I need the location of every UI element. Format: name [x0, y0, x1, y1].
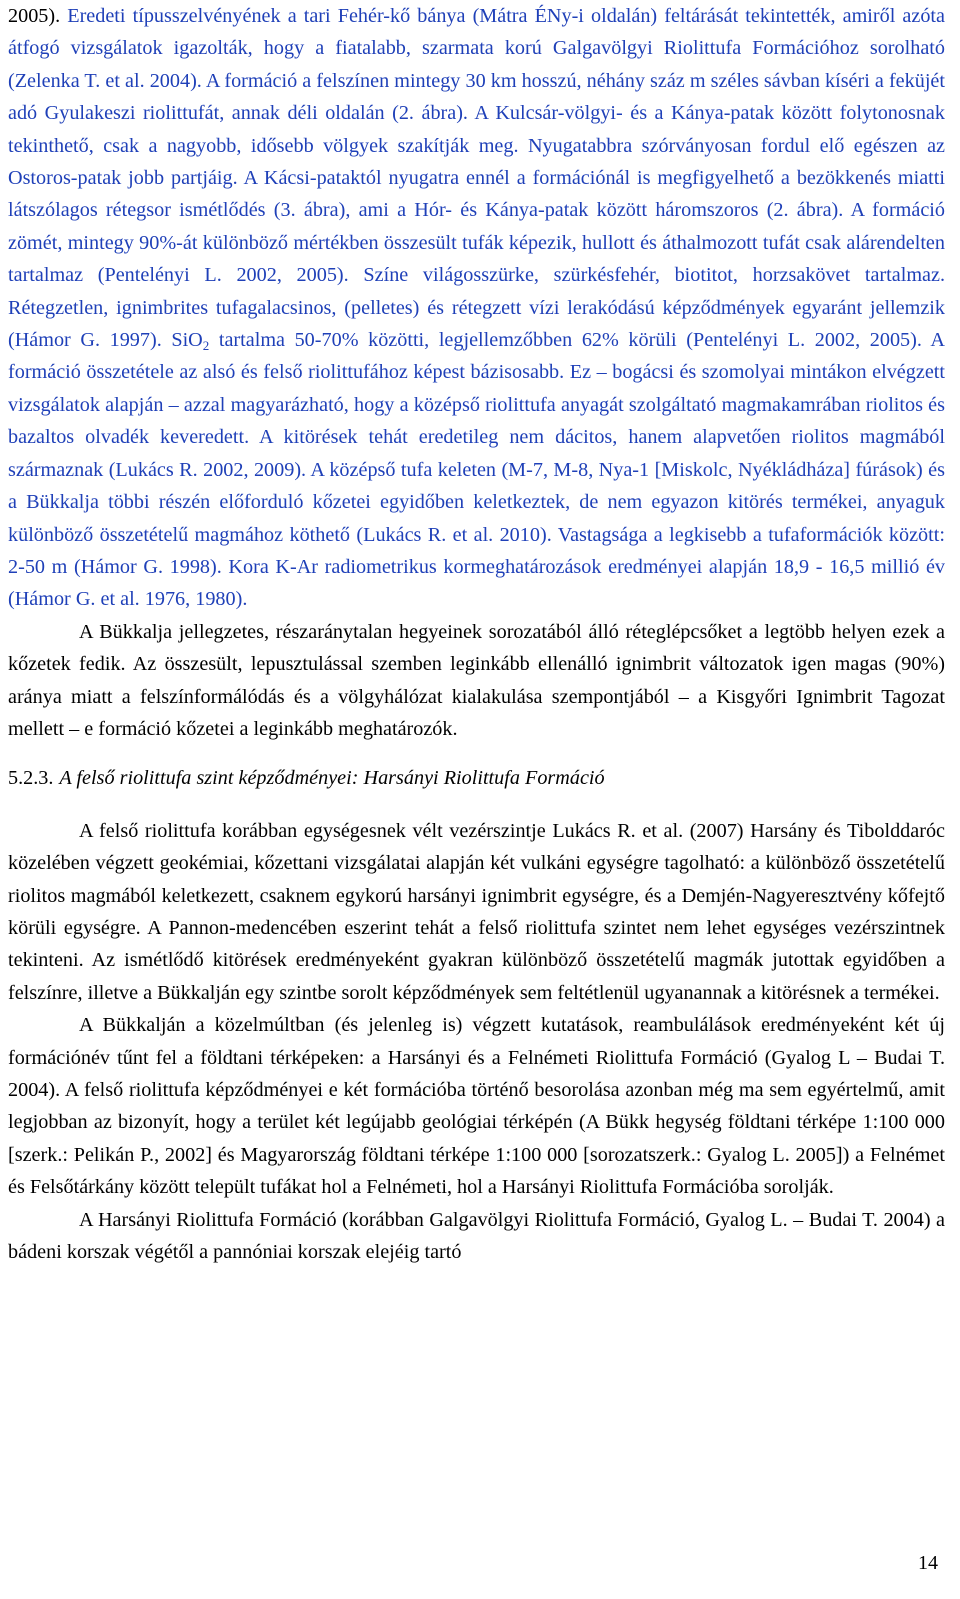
paragraph-5: A Harsányi Riolittufa Formáció (korábban Galgavölgyi Riolittufa Formáció, Gyalog L. – Budai T. 2004) a bádeni korszak végétől a pannóniai korszak elejéig tartó — [8, 1208, 945, 1264]
text-segment: Eredeti típusszelvényének a tari Fehér-kő bánya (Mátra ÉNy-i oldalán) feltárását tekintették, amiről azóta átfogó vizsgálatok igazolták, hogy a fiatalabb, szarmata korú Galgavölgyi Riolittufa Formációhoz sorolható (Zelenka T. et al. 2004). — [8, 5, 945, 92]
subscript: 2 — [202, 338, 210, 354]
text-segment: Színe világosszürke, szürkésfehér, biotitot, horzsakövet tartalmaz. — [348, 264, 946, 287]
paragraph-2: A Bükkalja jellegzetes, részaránytalan hegyeinek sorozatából álló réteglépcsőket a legtöbb helyen ezek a kőzetek fedik. Az összesült, lepusztulással szemben leginkább ellenálló ignimbrit változatok igen magas (90%) aránya miatt a felszínformálódás és a völgyhálózat kialakulása szempontjából – a Kisgyőri Ignimbrit Tagozat mellett – e formáció kőzetei a leginkább meghatározók. — [8, 620, 945, 740]
text-segment: tartalma 50-70% közötti, legjellemzőbben 62% körüli (Pentelényi L. 2002, 2005). — [209, 329, 922, 352]
paragraph-1 — [8, 0, 945, 616]
paragraph-3: A felső riolittufa korábban egységesnek vélt vezérszintje Lukács R. et al. (2007) Harsány és Tibolddaróc közelében végzett geokémiai, kőzettani vizsgálatai alapján két vulkáni egységre tagolható: a különböző összetételű riolitos magmából keletkezett, csaknem egykorú harsányi ignimbrit egységre, és a Demjén-Nagyeresztvény kőfejtő körüli egységre. A Pannon-medencében eszerint tehát a felső riolittufa szintet nem lehet egységes vezérszintnek tekinteni. Az ismétlődő kitörések eredményeként gyakran különböző összetételű magmák jutottak egyidőben a felszínre, illetve a Bükkalján egy szintbe sorolt képződmények sem feltétlenül ugyanannak a kitörésnek a termékei. — [8, 819, 945, 1004]
text-segment: SiO — [161, 329, 203, 352]
section-number: 5.2.3. — [8, 767, 54, 790]
text-segment: A Kulcsár-völgyi- és a Kánya-patak között folytonosnak tekinthető, csak a nagyobb, idősebb völgyek szakítják meg. Nyugatabbra szórványosan fordul elő egészen az Ostoros-patak jobb partjáig. — [8, 102, 945, 190]
paragraph-4: A Bükkalján a közelmúltban (és jelenleg is) végzett kutatások, reambulálások eredményeként két új formációnév tűnt fel a földtani térképeken: a Harsányi és a Felnémeti Riolittufa Formáció (Gyalog L – Budai T. 2004). A felső riolittufa képződményei e két formációba történő besorolása azonban még ma sem egyértelmű, amit legjobban az bizonyít, hogy a terület két legújabb geológiai térképén (A Bükk hegység földtani térképe 1:100 000 [szerk.: Pelikán P., 2002] és Magyarország földtani térképe 1:100 000 [sorozatszerk.: Gyalog L. 2005]) a Felnémet és Felsőtárkány között települt tufákat hol a Felnémeti, hol a Harsányi Riolittufa Formációba sorolják. — [8, 1014, 945, 1199]
text-segment: A formáció zömét, mintegy 90%-át különböző mértékben összesült tufák képezik, hullott és áthalmozott tufát csak alárendelten tartalmaz (Pentelényi L. 2002, 2005). — [8, 199, 946, 287]
text-segment: 2005). — [8, 5, 68, 27]
text-segment: A formáció a felszínen mintegy 30 km hosszú, néhány száz m széles sávban kíséri a feküjét adó Gyulakeszi riolittufát, annak déli oldalán (2. ábra). — [8, 69, 945, 125]
page-number: 14 — [918, 1552, 938, 1574]
section-title: A felső riolittufa szint képződményei: Harsányi Riolittufa Formáció — [59, 767, 605, 790]
text-segment: A formáció összetétele az alsó és felső riolittufához képest bázisosabb. — [8, 329, 945, 384]
text-segment: A kitörések tehát eredetileg nem dácitos, hanem alapvetően riolitos magmából származnak (Lukács R. 2002, 2009). — [8, 426, 945, 481]
text-segment: Kora K-Ar radiometrikus kormeghatározások eredményei alapján 18,9 - 16,5 millió év (Hámor G. et al. 1976, 1980). — [8, 555, 945, 611]
text-segment: Ez – bogácsi és szomolyai mintákon elvégzett vizsgálatok alapján – azzal magyarázható, hogy a középső riolittufa anyagát szolgáltató magmakamrában riolitos és bazaltos olvadék keveredett. — [8, 361, 945, 449]
text-segment: A középső tufa keleten (M-7, M-8, Nya-1 [Miskolc, Nyékládháza] fúrások) és a Bükkalja többi részén előforduló kőzetei egyidőben keletkeztek, de nem egyazon kitörés termékei, anyaguk különböző összetételű magmához köthető (Lukács R. et al. 2010). — [8, 458, 945, 546]
document-page — [8, 0, 945, 1268]
section-heading — [8, 762, 945, 794]
text-segment: Rétegzetlen, ignimbrites tufagalacsinos, (pelletes) és rétegzett vízi lerakódású képződmények egyaránt jellemzik (Hámor G. 1997). — [8, 296, 945, 352]
text-segment: Vastagsága a legkisebb a tufaformációk között: 2-50 m (Hámor G. 1998). — [8, 523, 945, 578]
text-segment: A Kácsi-pataktól nyugatra ennél a formációnál is megfigyelhető a bezökkenés miatti látszólagos rétegsor ismétlődés (3. ábra), ami a Hór- és Kánya-patak között háromszoros (2. ábra). — [8, 167, 945, 222]
